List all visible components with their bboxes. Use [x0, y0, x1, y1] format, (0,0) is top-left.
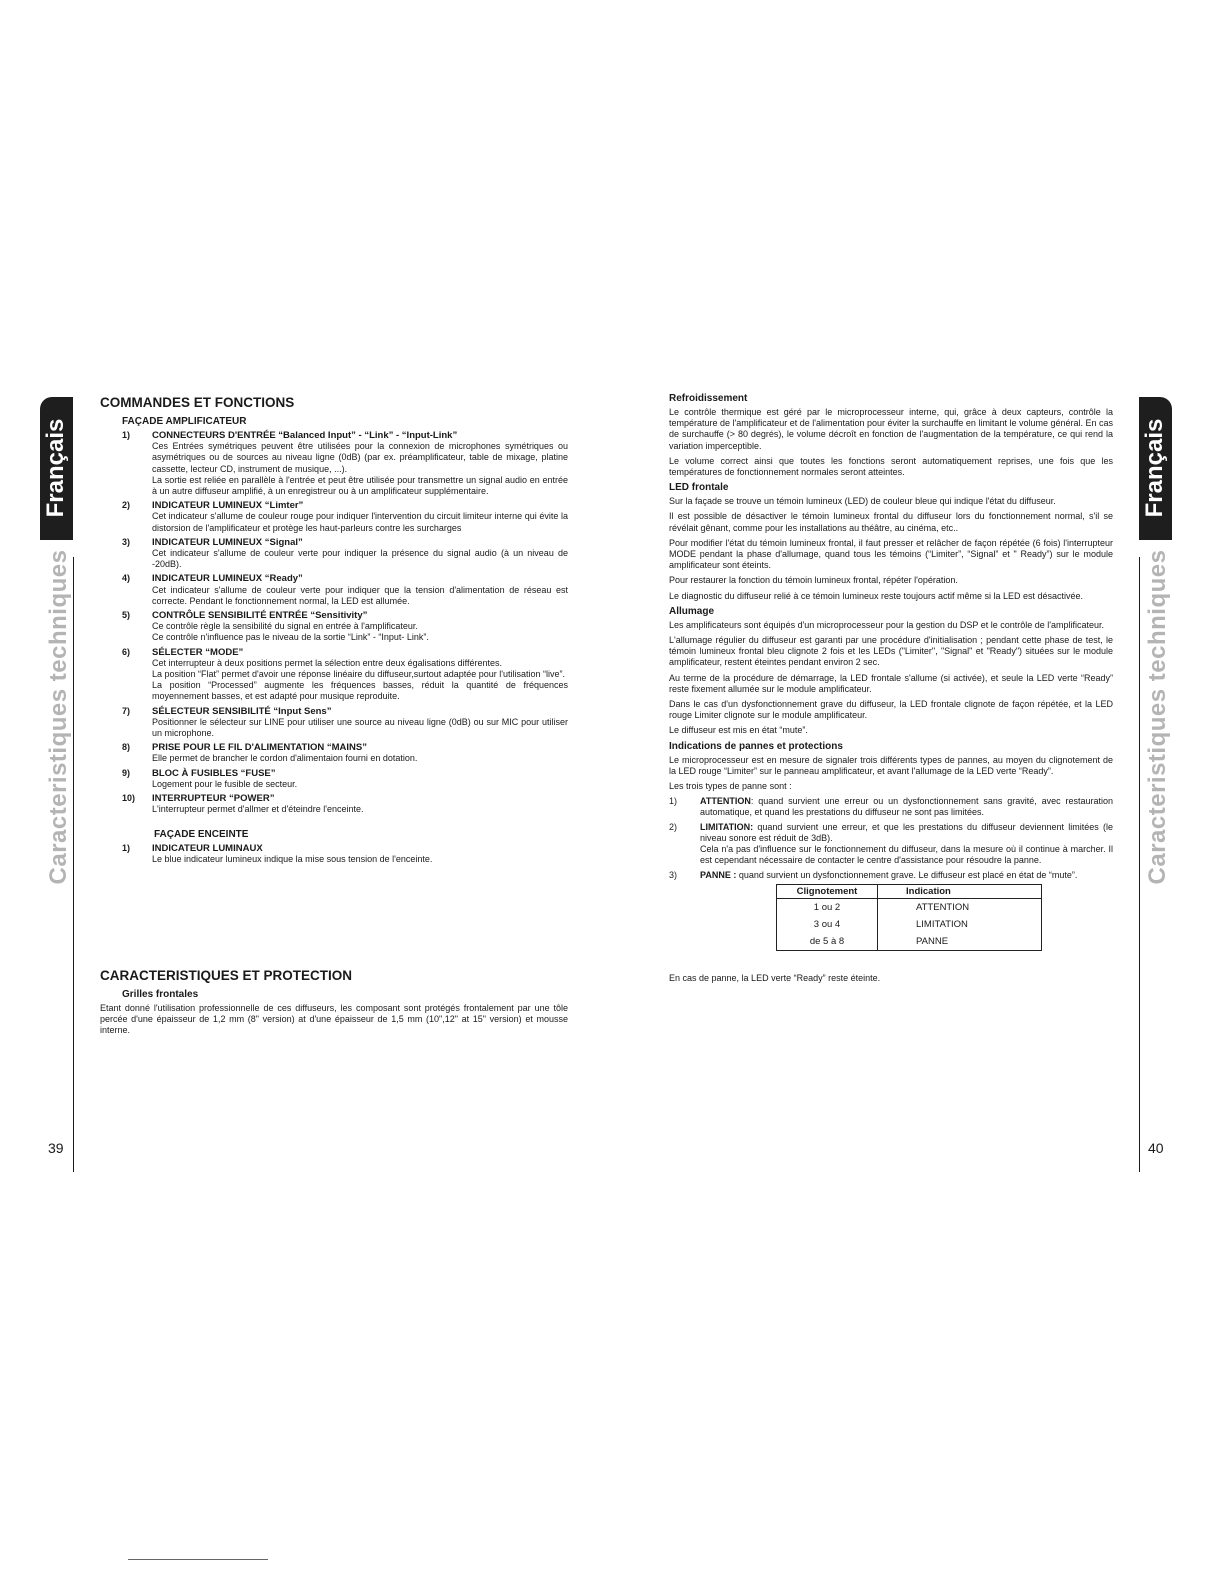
table-header: Indication [878, 884, 1042, 898]
item-description: Ce contrôle n'influence pas le niveau de la sortie “Link” - “Input- Link”. [152, 632, 429, 643]
item-number: 2) [669, 821, 678, 832]
section-vertical-label: Caracteristiques techniques [45, 549, 72, 885]
item-title: INDICATEUR LUMINEUX “Signal” [152, 536, 303, 548]
table-header: Clignotement [777, 884, 878, 898]
item-number: 9) [122, 767, 131, 778]
item-description: Elle permet de brancher le cordon d'alimentaion fourni en dotation. [152, 753, 418, 764]
paragraph: Le contrôle thermique est géré par le microprocesseur interne, qui, grâce à deux capteurs, contrôle la température de l'amplificateur et de l'alimentation pour éviter la surchauffe en limitant le volume général. En cas de surchauffe (> 80 degrés), le volume décroît en fonction de l'augmentation de la température, ce qui rend la variation imperceptible. [669, 407, 1114, 451]
footer-rule [128, 1559, 268, 1560]
paragraph: En cas de panne, la LED verte “Ready” reste éteinte. [669, 972, 881, 983]
item-title: CONNECTEURS D'ENTRÉE “Balanced Input” - “Link” - “Input-Link” [152, 430, 458, 441]
table-cell: de 5 à 8 [777, 933, 878, 951]
item-body [152, 537, 568, 571]
item-body [152, 610, 568, 644]
item-body [152, 843, 568, 865]
table-cell: ATTENTION [878, 898, 1042, 916]
item-number: 1) [122, 842, 131, 853]
item-body [152, 500, 568, 534]
item-description: Cet indicateur s'allume de couleur verte pour indiquer que la tension d'alimentation de réseau est correcte. Pendant le fonctionnement normal, la LED est allumée. [152, 584, 568, 606]
paragraph: Etant donné l'utilisation professionnelle de ces diffuseurs, les composant sont protégés frontalement par une tôle percée d'une épaisseur de 1,2 mm (8" version) at d'une épaisseur de 1,5 mm (10",12" at 15" version) et mousse interne. [100, 1002, 568, 1036]
list-item [669, 822, 1113, 867]
item-body [152, 768, 568, 790]
item-description: La sortie est reliée en parallèle à l'entrée et peut être utilisée pour transmettre un signal audio en entrée à un autre diffuseur amplifié, à un enregistreur ou à un amplificateur supplémentaire. [152, 474, 568, 497]
item-description: Cet indicateur s'allume de couleur verte pour indiquer la présence du signal audio (à un niveau de -20dB). [152, 548, 568, 570]
item-title: INDICATEUR LUMINEUX “Ready” [152, 573, 303, 585]
left-sidebar [40, 397, 73, 1172]
list-item [122, 647, 568, 703]
paragraph: Sur la façade se trouve un témoin lumineux (LED) de couleur bleue qui indique l'état du diffuseur. [669, 496, 1056, 507]
item-body [152, 430, 568, 497]
subsection-title: Refroidissement [669, 393, 748, 404]
item-text [700, 870, 1113, 881]
table-cell: 1 ou 2 [777, 898, 878, 916]
right-page [669, 390, 1113, 988]
item-description: Ce contrôle règle la sensibilité du signal en entrée à l'amplificateur. [152, 621, 418, 632]
list-item [122, 742, 568, 764]
item-text [700, 796, 1113, 818]
item-label: ATTENTION [700, 796, 751, 807]
table-row [777, 898, 1042, 916]
paragraph: Le diffuseur est mis en état “mute”. [669, 725, 808, 736]
table-cell: 3 ou 4 [777, 916, 878, 933]
subsection-title: LED frontale [669, 482, 729, 494]
item-number: 8) [122, 742, 131, 753]
item-title: CONTRÔLE SENSIBILITÉ ENTRÉE “Sensitivity” [152, 610, 368, 622]
paragraph: L'allumage régulier du diffuseur est garanti par une procédure d'initialisation ; pendant cette phase de test, le témoin lumineux frontal bleu clignote 2 fois et les LEDs ("Limiter", "Signal" et "Ready") situées sur le module amplificateur, restent éteintes pendant environ 2 sec. [669, 635, 1113, 668]
subsection-title: Grilles frontales [122, 988, 199, 1000]
blink-codes-table [776, 884, 1042, 951]
item-number: 3) [122, 536, 131, 547]
item-description: L'interrupteur permet d'allmer et d'éteindre l'enceinte. [152, 804, 364, 815]
item-description: quand survient une erreur, et que les prestations du diffuseur deviennent limitées (le niveau sonore est réduit de 3dB). [700, 821, 1113, 843]
left-page [100, 390, 568, 1041]
paragraph: Il est possible de désactiver le témoin lumineux frontal du diffuseur lors du fonctionnement normal, s'il se révélait gênant, comme pour les installations au théâtre, au cinéma, etc.. [669, 511, 1113, 533]
item-description: Cet indicateur s'allume de couleur rouge pour indiquer l'intervention du circuit limiteur interne qui évite la distorsion de l'amplificateur et protège les haut-parleurs contre les surcharges [152, 511, 568, 533]
list-item [122, 793, 568, 815]
item-description: Le blue indicateur lumineux indique la mise sous tension de l'enceinte. [152, 853, 433, 864]
item-title: PRISE POUR LE FIL D'ALIMENTATION “MAINS” [152, 742, 367, 754]
amp-items-list [100, 430, 568, 816]
subsection-title: FAÇADE AMPLIFICATEUR [122, 416, 247, 427]
item-number: 2) [122, 500, 131, 511]
table-row [777, 916, 1042, 933]
enceinte-items-list [100, 843, 568, 865]
list-item [122, 768, 568, 790]
paragraph: Dans le cas d'un dysfonctionnement grave du diffuseur, la LED frontale clignote de façon répétée, et la LED rouge Limiter clignote sur le module amplificateur. [669, 699, 1113, 721]
item-description: La position “Flat” permet d'avoir une réponse linéaire du diffuseur,surtout adaptée pour l'utilisation “live”. [152, 669, 566, 680]
list-item [122, 500, 568, 534]
item-description: quand survient un dysfonctionnement grave. Le diffuseur est placé en état de “mute”. [736, 869, 1078, 880]
list-item [669, 870, 1113, 881]
right-sidebar [1139, 397, 1172, 1172]
paragraph: Au terme de la procédure de démarrage, la LED frontale s'allume (si activée), et seule la LED verte “Ready” reste fixement allumée sur le module amplificateur. [669, 672, 1113, 694]
list-item [122, 610, 568, 644]
item-title: SÉLECTEUR SENSIBILITÉ “Input Sens” [152, 705, 332, 717]
language-tab [40, 397, 73, 540]
item-number: 4) [122, 573, 131, 584]
paragraph: Pour modifier l'état du témoin lumineux frontal, il faut presser et relâcher de façon répétée (6 fois) l'interrupteur MODE pendant la phase d'allumage, quand tous les témoins (“Limiter”, “Signal” et " Ready”) sur le module amplificateur sont éteints. [669, 537, 1113, 571]
item-body [152, 573, 568, 607]
item-body [152, 706, 568, 740]
item-number: 7) [122, 705, 131, 716]
item-body [152, 647, 568, 703]
item-body [700, 822, 1113, 867]
sidebar-divider [1139, 557, 1140, 1172]
paragraph: Le microprocesseur est en mesure de signaler trois différents types de pannes, au moyen du clignotement de la LED rouge “Limiter” sur le panneau amplificateur, et avant l'allumage de la LED verte “Ready”. [669, 754, 1113, 776]
item-number: 6) [122, 646, 131, 657]
sidebar-divider [73, 557, 74, 1172]
item-number: 3) [669, 869, 678, 880]
item-label: PANNE : [700, 869, 737, 880]
item-body [700, 796, 1113, 818]
table-cell: PANNE [878, 933, 1042, 951]
item-title: BLOC À FUSIBLES “FUSE” [152, 767, 276, 779]
item-description: Cela n'a pas d'influence sur le fonctionnement du diffuseur, dans la mesure où il continue à marcher. Il est cependant nécessaire de contacter le centre d'assistance pour résoudre la panne. [700, 844, 1113, 866]
item-description: La position “Processed” augmente les fréquences basses, réduit la quantité de fréquences moyennement basses, et est adapté pour musique reproduite. [152, 680, 568, 702]
item-title: INDICATEUR LUMINAUX [152, 842, 263, 854]
language-tab [1139, 397, 1172, 540]
table-row [777, 933, 1042, 951]
subsection-title: Allumage [669, 605, 715, 617]
paragraph: Les trois types de panne sont : [669, 781, 792, 792]
subsection-title: FAÇADE ENCEINTE [154, 828, 249, 840]
paragraph: Le volume correct ainsi que toutes les fonctions seront automatiquement reprises, une fois que les températures de fonctionnement normales seront atteintes. [669, 455, 1113, 478]
panne-types-list [669, 796, 1113, 880]
item-title: SÉLECTER “MODE” [152, 646, 244, 658]
item-description: Positionner le sélecteur sur LINE pour utiliser une source au niveau ligne (0dB) ou sur MIC pour utiliser un microphone. [152, 716, 568, 739]
item-body [152, 742, 568, 764]
paragraph: Les amplificateurs sont équipés d'un microprocesseur pour la gestion du DSP et le contrôle de l'amplificateur. [669, 619, 1105, 630]
page-number-right: 40 [1148, 1140, 1164, 1156]
item-description: Ces Entrées symétriques peuvent être utilisées pour la connexion de microphones symétriques ou asymétriques ou de sources au niveau ligne (0dB) (par ex. préamplificateur, table de mixage, platine cassette, lecteur CD, instrument de musique, ...). [152, 441, 568, 474]
language-tab-label: Français [42, 418, 69, 518]
subsection-title: Indications de pannes et protections [669, 740, 843, 752]
language-tab-label: Français [1141, 418, 1168, 518]
paragraph: Pour restaurer la fonction du témoin lumineux frontal, répéter l'opération. [669, 575, 958, 586]
item-description: Logement pour le fusible de secteur. [152, 778, 298, 789]
item-number: 10) [122, 793, 136, 804]
item-number: 1) [669, 796, 678, 807]
section-vertical-label: Caracteristiques techniques [1144, 549, 1171, 885]
item-description: : quand survient une erreur ou un dysfonctionnement sans gravité, avec restauration automatique, et quand les prestations du diffuseur ne sont pas limitées. [700, 796, 1113, 818]
list-item [122, 843, 568, 865]
page-number-left: 39 [48, 1140, 64, 1156]
item-body [700, 870, 1113, 881]
section-title: COMMANDES ET FONCTIONS [100, 395, 295, 410]
item-title: INTERRUPTEUR “POWER” [152, 793, 275, 805]
list-item [669, 796, 1113, 818]
section-title: CARACTERISTIQUES ET PROTECTION [100, 967, 353, 983]
item-label: LIMITATION: [700, 821, 754, 832]
item-description: Cet interrupteur à deux positions permet la sélection entre deux égalisations différentes. [152, 657, 503, 668]
list-item [122, 573, 568, 607]
table-cell: LIMITATION [878, 916, 1042, 933]
item-number: 1) [122, 430, 131, 440]
list-item [122, 706, 568, 740]
list-item [122, 430, 568, 497]
item-text [700, 822, 1113, 844]
list-item [122, 537, 568, 571]
item-number: 5) [122, 610, 131, 621]
paragraph: Le diagnostic du diffuseur relié à ce témoin lumineux reste toujours actif même si la LED est désactivée. [669, 590, 1084, 601]
item-title: INDICATEUR LUMINEUX “Limter” [152, 500, 304, 512]
item-body [152, 793, 568, 815]
